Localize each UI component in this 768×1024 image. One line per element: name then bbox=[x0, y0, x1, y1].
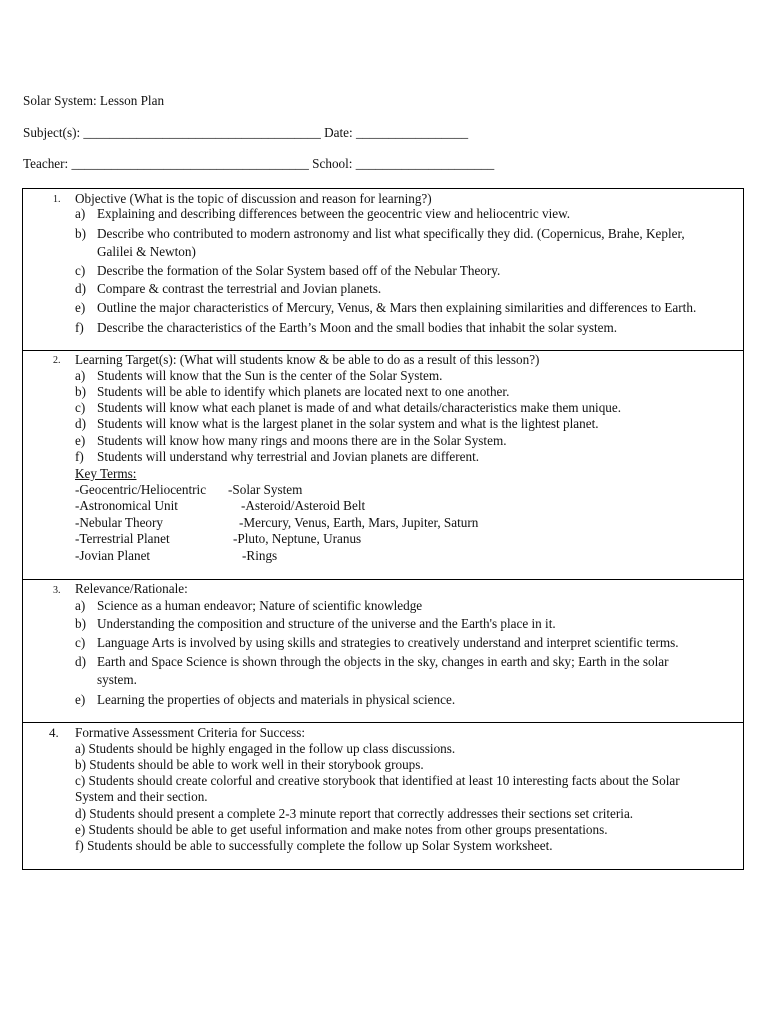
subject-date-line: Subject(s): ____________________________________ Date: _________________ bbox=[23, 125, 469, 140]
list-item: d) Earth and Space Science is shown through the objects in the sky, changes in earth and sky; Earth in the solar bbox=[75, 654, 669, 669]
list-item: e) Learning the properties of objects and materials in physical science. bbox=[75, 692, 456, 707]
key-term: -Geocentric/Heliocentric bbox=[75, 482, 207, 497]
criteria-line: System and their section. bbox=[75, 789, 208, 804]
section-relevance bbox=[23, 580, 743, 723]
section-number: 3. bbox=[53, 585, 61, 596]
list-item: b) Students will be able to identify which planets are located next to one another. bbox=[75, 384, 510, 399]
list-item: a) Students will know that the Sun is the center of the Solar System. bbox=[75, 368, 443, 383]
list-item: c) Describe the formation of the Solar System based off of the Nebular Theory. bbox=[75, 263, 501, 278]
key-terms-label: Key Terms: bbox=[75, 466, 137, 481]
list-item: a) Science as a human endeavor; Nature of scientific knowledge bbox=[75, 598, 423, 613]
key-term: -Jovian Planet bbox=[75, 548, 151, 563]
key-term: -Terrestrial Planet bbox=[75, 531, 170, 546]
criteria-line: d) Students should present a complete 2-3 minute report that correctly addresses their sections set criteria. bbox=[75, 806, 634, 821]
section-number: 1. bbox=[53, 194, 61, 205]
lesson-plan-table bbox=[22, 188, 744, 870]
list-item: e) Outline the major characteristics of Mercury, Venus, & Mars then explaining similarities and differences to Earth. bbox=[75, 300, 697, 315]
criteria-line: c) Students should create colorful and creative storybook that identified at least 10 interesting facts about the Solar bbox=[75, 773, 680, 788]
section-number: 2. bbox=[53, 355, 61, 366]
criteria-line: a) Students should be highly engaged in the follow up class discussions. bbox=[75, 741, 456, 756]
key-term: -Pluto, Neptune, Uranus bbox=[233, 531, 362, 546]
criteria-line: b) Students should be able to work well in their storybook groups. bbox=[75, 757, 424, 772]
list-item-continuation: system. bbox=[97, 672, 137, 687]
key-term: -Rings bbox=[242, 548, 278, 563]
criteria-line: e) Students should be able to get useful information and make notes from other groups presentations. bbox=[75, 822, 608, 837]
key-term: -Solar System bbox=[228, 482, 303, 497]
doc-title: Solar System: Lesson Plan bbox=[23, 93, 165, 108]
list-item: b) Describe who contributed to modern astronomy and list what specifically they did. (Copernicus, Brahe, Kepler, bbox=[75, 226, 685, 241]
section-title: Relevance/Rationale: bbox=[75, 581, 188, 596]
list-item-continuation: Galilei & Newton) bbox=[97, 244, 196, 259]
section-formative-assessment bbox=[23, 723, 743, 869]
list-item: e) Students will know how many rings and moons there are in the Solar System. bbox=[75, 433, 507, 448]
key-term: -Mercury, Venus, Earth, Mars, Jupiter, Saturn bbox=[239, 515, 479, 530]
list-item: d) Students will know what is the largest planet in the solar system and what is the lightest planet. bbox=[75, 416, 599, 431]
key-term: -Astronomical Unit bbox=[75, 498, 178, 513]
list-item: a) Explaining and describing differences between the geocentric view and heliocentric view. bbox=[75, 206, 571, 221]
section-title: Objective (What is the topic of discussion and reason for learning?) bbox=[75, 191, 432, 206]
key-term: -Asteroid/Asteroid Belt bbox=[241, 498, 366, 513]
key-term: -Nebular Theory bbox=[75, 515, 164, 530]
teacher-school-line: Teacher: ____________________________________ School: _____________________ bbox=[23, 156, 495, 171]
list-item: d) Compare & contrast the terrestrial and Jovian planets. bbox=[75, 281, 382, 296]
list-item: f) Describe the characteristics of the Earth’s Moon and the small bodies that inhabit the solar system. bbox=[75, 320, 618, 335]
list-item: c) Language Arts is involved by using skills and strategies to creatively understand and interpret scientific terms. bbox=[75, 635, 679, 650]
section-number: 4. bbox=[49, 725, 59, 740]
list-item: f) Students will understand why terrestrial and Jovian planets are different. bbox=[75, 449, 480, 464]
section-title: Learning Target(s): (What will students know & be able to do as a result of this lesson?) bbox=[75, 352, 540, 367]
list-item: c) Students will know what each planet is made of and what details/characteristics make them unique. bbox=[75, 400, 622, 415]
section-objective bbox=[23, 189, 743, 351]
criteria-line: f) Students should be able to successfully complete the follow up Solar System worksheet. bbox=[75, 838, 553, 853]
list-item: b) Understanding the composition and structure of the universe and the Earth's place in it. bbox=[75, 616, 556, 631]
section-learning-targets bbox=[23, 351, 743, 580]
section-title: Formative Assessment Criteria for Success: bbox=[75, 725, 306, 740]
